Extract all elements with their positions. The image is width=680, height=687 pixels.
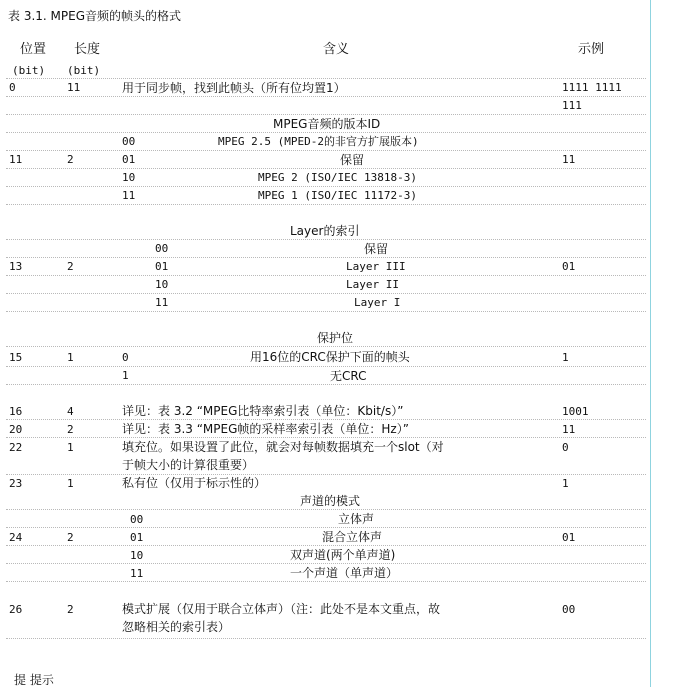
private-meaning: 私有位（仅用于标示性的）: [122, 476, 267, 490]
samplerate-position: 20: [9, 423, 23, 436]
divider: [6, 581, 646, 582]
header-example: 示例: [578, 42, 605, 57]
sync-position: 0: [9, 81, 16, 94]
channel-code-10: 10: [130, 549, 144, 562]
layer-title: Layer的索引: [290, 224, 360, 238]
divider: [6, 132, 646, 133]
tip-label: 提 提示: [14, 673, 54, 687]
layer-code-11: 11: [155, 296, 169, 309]
version-example: 11: [562, 153, 576, 166]
layer-value-00: 保留: [364, 242, 389, 256]
private-length: 1: [67, 477, 74, 490]
divider: [6, 239, 646, 240]
header-length: 长度: [74, 42, 101, 57]
layer-value-01: Layer III: [346, 260, 406, 273]
protection-code-1: 1: [122, 369, 129, 382]
version-code-11: 11: [122, 189, 136, 202]
channel-value-01: 混合立体声: [322, 530, 383, 544]
divider: [6, 275, 646, 276]
divider: [6, 204, 646, 205]
channel-value-10: 双声道(两个单声道): [290, 548, 396, 562]
protection-code-0: 0: [122, 351, 129, 364]
channel-code-01: 01: [130, 531, 144, 544]
divider: [6, 114, 646, 115]
divider: [6, 78, 646, 79]
protection-example: 1: [562, 351, 569, 364]
layer-length: 2: [67, 260, 74, 273]
divider: [6, 474, 646, 475]
bitrate-length: 4: [67, 405, 74, 418]
modeext-length: 2: [67, 603, 74, 616]
version-code-10: 10: [122, 171, 136, 184]
layer-code-10: 10: [155, 278, 169, 291]
channel-code-00: 00: [130, 513, 144, 526]
version-value-00: MPEG 2.5 (MPED-2的非官方扩展版本): [218, 135, 419, 148]
divider: [6, 563, 646, 564]
divider: [6, 527, 646, 528]
channel-example: 01: [562, 531, 576, 544]
divider: [6, 293, 646, 294]
layer-value-10: Layer II: [346, 278, 399, 291]
divider: [6, 638, 646, 639]
divider: [6, 186, 646, 187]
table-caption: 表 3.1. MPEG音频的帧头的格式: [8, 9, 181, 23]
protection-value-0: 用16位的CRC保护下面的帧头: [250, 350, 410, 364]
modeext-example: 00: [562, 603, 576, 616]
header-length-unit: (bit): [67, 64, 101, 77]
samplerate-example: 11: [562, 423, 576, 436]
layer-value-11: Layer I: [354, 296, 401, 309]
divider: [6, 366, 646, 367]
divider: [6, 346, 646, 347]
protection-position: 15: [9, 351, 23, 364]
sync-length: 11: [67, 81, 81, 94]
divider: [6, 96, 646, 97]
version-title: MPEG音频的版本ID: [273, 117, 381, 131]
modeext-meaning-line1: 模式扩展（仅用于联合立体声）（注：此处不是本文重点，故: [122, 602, 441, 616]
header-position: 位置: [20, 42, 47, 57]
samplerate-meaning: 详见：表 3.3 “MPEG帧的采样率索引表（单位：Hz）”: [122, 422, 409, 436]
divider: [6, 419, 646, 420]
channel-code-11: 11: [130, 567, 144, 580]
modeext-position: 26: [9, 603, 23, 616]
layer-code-00: 00: [155, 242, 169, 255]
padding-meaning-line1: 填充位。如果设置了此位，就会对每帧数据填充一个slot（对: [122, 440, 444, 454]
protection-title: 保护位: [317, 331, 354, 345]
version-value-10: MPEG 2 (ISO/IEC 13818-3): [258, 171, 417, 184]
divider: [6, 545, 646, 546]
protection-length: 1: [67, 351, 74, 364]
sync-meaning: 用于同步帧，找到此帧头（所有位均置1）: [122, 81, 346, 95]
samplerate-length: 2: [67, 423, 74, 436]
private-position: 23: [9, 477, 23, 490]
version-value-11: MPEG 1 (ISO/IEC 11172-3): [258, 189, 417, 202]
padding-position: 22: [9, 441, 23, 454]
sync-example-line2: 111: [562, 99, 582, 112]
version-code-01: 01: [122, 153, 136, 166]
version-length: 2: [67, 153, 74, 166]
channel-length: 2: [67, 531, 74, 544]
bitrate-example: 1001: [562, 405, 589, 418]
bitrate-position: 16: [9, 405, 23, 418]
divider: [6, 150, 646, 151]
padding-length: 1: [67, 441, 74, 454]
bitrate-meaning: 详见：表 3.2 “MPEG比特率索引表（单位：Kbit/s）”: [122, 404, 404, 418]
header-position-unit: (bit): [12, 64, 46, 77]
divider: [6, 311, 646, 312]
divider: [6, 437, 646, 438]
divider: [6, 168, 646, 169]
layer-code-01: 01: [155, 260, 169, 273]
layer-position: 13: [9, 260, 23, 273]
protection-value-1: 无CRC: [330, 369, 367, 383]
padding-example: 0: [562, 441, 569, 454]
version-value-01: 保留: [340, 153, 365, 167]
channel-value-11: 一个声道（单声道）: [290, 566, 399, 580]
channel-title: 声道的模式: [300, 494, 361, 508]
version-position: 11: [9, 153, 23, 166]
sync-example-line1: 1111 1111: [562, 81, 622, 94]
modeext-meaning-line2: 忽略相关的索引表）: [122, 620, 231, 634]
layer-example: 01: [562, 260, 576, 273]
version-code-00: 00: [122, 135, 136, 148]
channel-value-00: 立体声: [338, 512, 375, 526]
private-example: 1: [562, 477, 569, 490]
divider: [6, 257, 646, 258]
header-meaning: 含义: [323, 42, 350, 57]
divider: [6, 509, 646, 510]
padding-meaning-line2: 于帧大小的计算很重要）: [122, 458, 255, 472]
divider: [6, 384, 646, 385]
channel-position: 24: [9, 531, 23, 544]
